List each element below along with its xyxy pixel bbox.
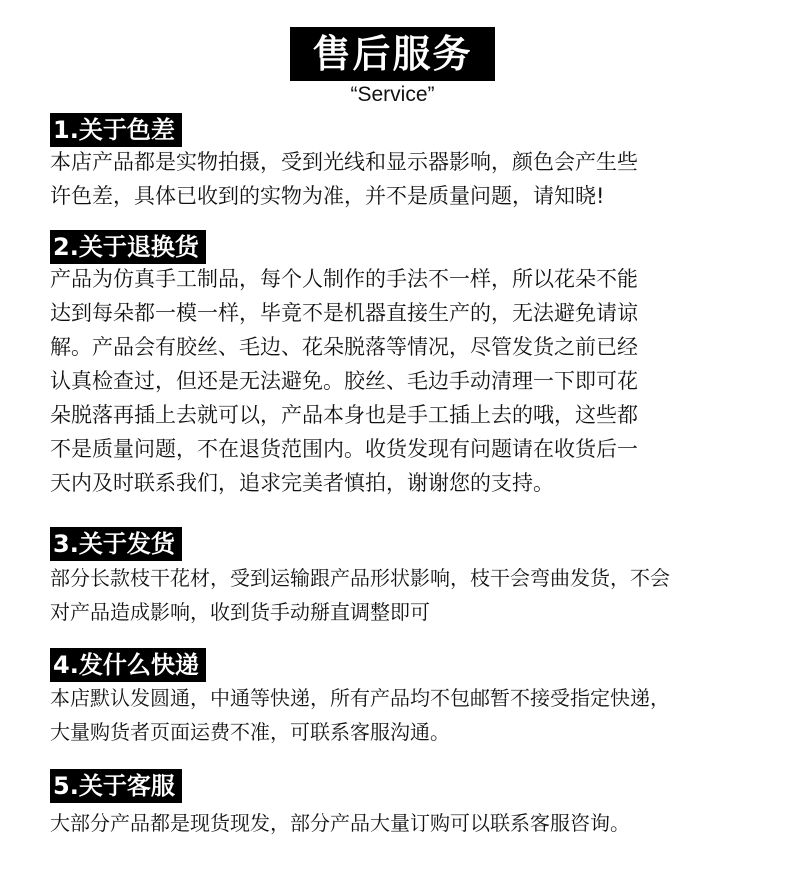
section-heading: 2.关于退换货 — [50, 230, 206, 264]
service-title-box: 售后服务 — [290, 27, 495, 81]
body-line: 不是质量问题，不在退货范围内。收货发现有问题请在收货后一 — [50, 437, 638, 461]
body-line: 朵脱落再插上去就可以，产品本身也是手工插上去的哦，这些都 — [50, 403, 638, 427]
body-line: 对产品造成影响，收到货手动掰直调整即可 — [50, 600, 430, 624]
section-body — [50, 145, 740, 213]
section-body — [50, 681, 740, 749]
body-line: 产品为仿真手工制品，每个人制作的手法不一样，所以花朵不能 — [50, 267, 638, 291]
body-line: 天内及时联系我们，追求完美者慎拍，谢谢您的支持。 — [50, 471, 554, 495]
section-heading: 3.关于发货 — [50, 527, 182, 561]
body-line: 部分长款枝干花材，受到运输跟产品形状影响，枝干会弯曲发货，不会 — [50, 566, 670, 590]
body-line: 达到每朵都一模一样，毕竟不是机器直接生产的，无法避免请谅 — [50, 301, 638, 325]
body-line: 解。产品会有胶丝、毛边、花朵脱落等情况，尽管发货之前已经 — [50, 335, 638, 359]
body-line: 大部分产品都是现货现发，部分产品大量订购可以联系客服咨询。 — [50, 811, 630, 835]
section-body — [50, 806, 740, 840]
section-body — [50, 262, 740, 500]
body-line: 认真检查过，但还是无法避免。胶丝、毛边手动清理一下即可花 — [50, 369, 638, 393]
section-body — [50, 561, 740, 629]
body-line: 本店产品都是实物拍摄，受到光线和显示器影响，颜色会产生些 — [50, 150, 638, 174]
body-line: 大量购货者页面运费不准，可联系客服沟通。 — [50, 720, 450, 744]
service-subtitle: “Service” — [350, 83, 435, 106]
section-heading: 1.关于色差 — [50, 113, 182, 147]
body-line: 许色差，具体已收到的实物为准，并不是质量问题，请知晓! — [50, 184, 605, 208]
body-line: 本店默认发圆通，中通等快递，所有产品均不包邮暂不接受指定快递， — [50, 686, 670, 710]
section-heading: 5.关于客服 — [50, 769, 182, 803]
section-heading: 4.发什么快递 — [50, 648, 206, 682]
